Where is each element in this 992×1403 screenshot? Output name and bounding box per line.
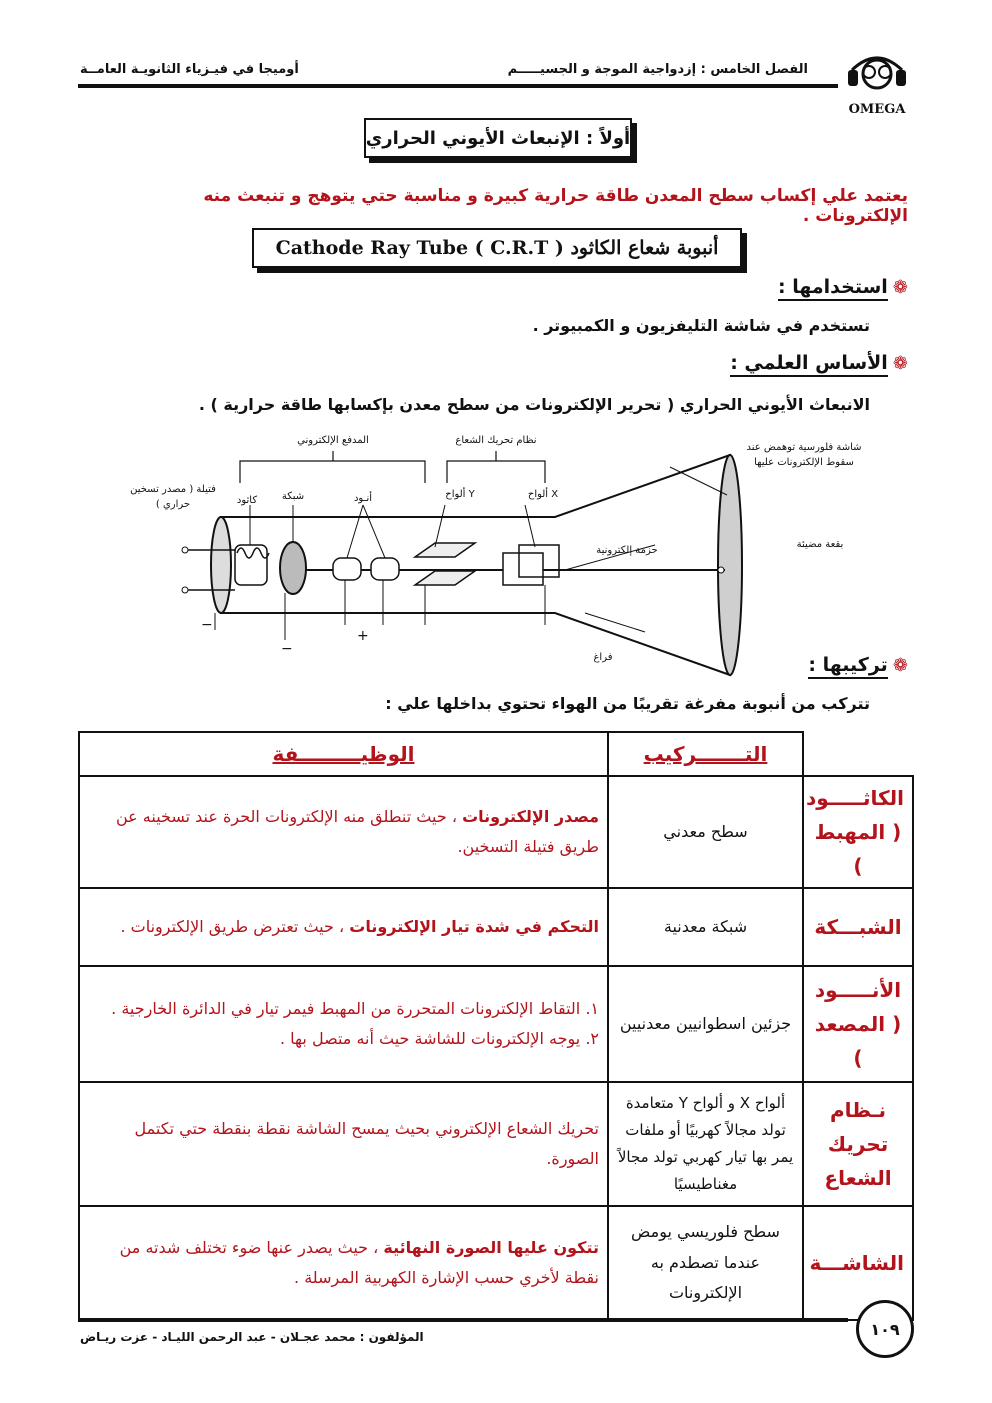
- row-composition: سطح معدني: [608, 776, 803, 888]
- table-header-row: [79, 732, 913, 776]
- bullet-star-icon: ❁: [892, 353, 908, 374]
- tube-neck-end: [211, 517, 231, 613]
- section-title: أولاً : الإنبعاث الأيوني الحراري: [364, 118, 632, 158]
- label-vacuum: فراغ: [593, 652, 613, 663]
- anode-cylinder-2: [371, 558, 399, 580]
- y-plates: [415, 543, 475, 585]
- label-minus-2: −: [281, 641, 293, 657]
- fluorescent-screen: [718, 455, 742, 675]
- header-rule: [78, 84, 838, 88]
- bright-spot: [718, 567, 724, 573]
- label-anode: أنـود: [353, 493, 373, 504]
- table-row: [79, 776, 913, 888]
- structure-heading: ❁ تركيبها :: [808, 654, 908, 676]
- row-composition: ألواح X و ألواح Y متعامدة تولد مجالاً كهربيًا أو ملفات يمر بها تيار كهربي تولد مجالاً مغناطيسيًا: [608, 1082, 803, 1206]
- label-deflection: نظام تحريك الشعاع: [455, 435, 537, 446]
- page-number-badge: [856, 1300, 914, 1358]
- label-spot: بقعة مضيئة: [796, 539, 844, 550]
- row-function: تحريك الشعاع الإلكتروني بحيث يمسح الشاشة نقطة بنقطة حتي تكتمل الصورة.: [79, 1082, 608, 1206]
- table-row: [79, 888, 913, 966]
- structure-text: تتركب من أنبوبة مفرغة تقريبًا من الهواء تحتوي بداخلها علي :: [385, 694, 870, 713]
- uses-text: تستخدم في شاشة التليفزيون و الكمبيوتر .: [532, 316, 870, 335]
- table-row: [79, 1082, 913, 1206]
- crt-title: أنبوبة شعاع الكاثود Cathode Ray Tube ( C.R.T ): [252, 228, 742, 268]
- label-filament: فتيلة ( مصدر تسخين حراري ): [130, 484, 216, 510]
- label-grid: شبكة: [281, 491, 305, 502]
- row-function: مصدر الإلكترونات ، حيث تنطلق منه الإلكترونات الحرة عند تسخينه عن طريق فتيلة التسخين.: [79, 776, 608, 888]
- function-item: ١. التقاط الإلكترونات المتحررة من المهبط فيمر تيار في الدائرة الخارجية .: [111, 998, 599, 1018]
- uses-heading: ❁ استخدامها :: [778, 276, 908, 298]
- label-gun: المدفع الإلكتروني: [297, 435, 369, 446]
- footer-rule: [78, 1318, 848, 1322]
- label-screen: شاشة فلورسية توهمض عند سقوط الإلكترونات عليها: [746, 442, 862, 468]
- row-name: الشبـــكة: [803, 888, 913, 966]
- page-number: ١٠٩: [870, 1319, 900, 1339]
- bullet-star-icon: ❁: [892, 655, 908, 676]
- function-item: ٢. يوجه الإلكترونات للشاشة حيث أنه متصل بها .: [280, 1029, 599, 1048]
- x-plates: [503, 553, 543, 585]
- book-title: أوميجا في فيـزياء الثانويـة العامــة: [80, 62, 299, 77]
- row-function: [79, 966, 608, 1082]
- chapter-title: الفصل الخامس : إزدواجية الموجة و الجسيـــــم: [507, 62, 808, 77]
- row-composition: سطح فلوريسي يومض عندما تصطدم به الإلكترونات: [608, 1206, 803, 1320]
- row-name: الأنـــــود ( المصعد ): [803, 966, 913, 1082]
- header-function: الوظيـــــــــفة: [79, 732, 608, 776]
- authors: المؤلفون : محمد عجـلان - عبد الرحمن الليـاد - عزت ريـاض: [80, 1330, 424, 1344]
- crt-components-table: [78, 731, 914, 1321]
- label-cathode: كاثود: [236, 495, 258, 506]
- bullet-star-icon: ❁: [892, 277, 908, 298]
- label-x-plates: ألواح X: [527, 489, 559, 500]
- omega-logo-icon: [842, 52, 912, 100]
- header-composition: التـــــــركيب: [608, 732, 803, 776]
- row-function: تتكون عليها الصورة النهائية ، حيث يصدر عنها ضوء تختلف شدته من نقطة لأخري حسب الإشارة الكهربية المرسلة .: [79, 1206, 608, 1320]
- basis-heading: ❁ الأساس العلمي :: [730, 352, 908, 374]
- label-y-plates: ألواح Y: [445, 489, 475, 500]
- row-name: الكاثـــــود ( المهبط ): [803, 776, 913, 888]
- grid-disc: [280, 542, 306, 594]
- row-function: التحكم في شدة تيار الإلكترونات ، حيث تعترض طريق الإلكترونات .: [79, 888, 608, 966]
- row-name: الشاشـــة: [803, 1206, 913, 1320]
- logo-text: OMEGA: [848, 102, 906, 117]
- omega-logo: [842, 52, 912, 118]
- label-plus: +: [357, 628, 369, 644]
- cathode-cylinder: [235, 545, 267, 585]
- filament-coil: [237, 548, 269, 558]
- table-row: [79, 966, 913, 1082]
- table-row: [79, 1206, 913, 1320]
- anode-cylinder-1: [333, 558, 361, 580]
- row-name: نـظام تحريك الشعاع: [803, 1082, 913, 1206]
- intro-text: يعتمد علي إكساب سطح المعدن طاقة حرارية كبيرة و مناسبة حتي يتوهج و تنبعث منه الإلكترونات .: [203, 186, 908, 226]
- row-composition: جزئين اسطوانيين معدنيين: [608, 966, 803, 1082]
- basis-text: الانبعاث الأيوني الحراري ( تحرير الإلكترونات من سطح معدن بإكسابها طاقة حرارية ) .: [198, 395, 870, 414]
- row-composition: شبكة معدنية: [608, 888, 803, 966]
- label-beam: حزمة إلكترونية: [596, 545, 658, 556]
- label-minus-1: −: [201, 617, 213, 633]
